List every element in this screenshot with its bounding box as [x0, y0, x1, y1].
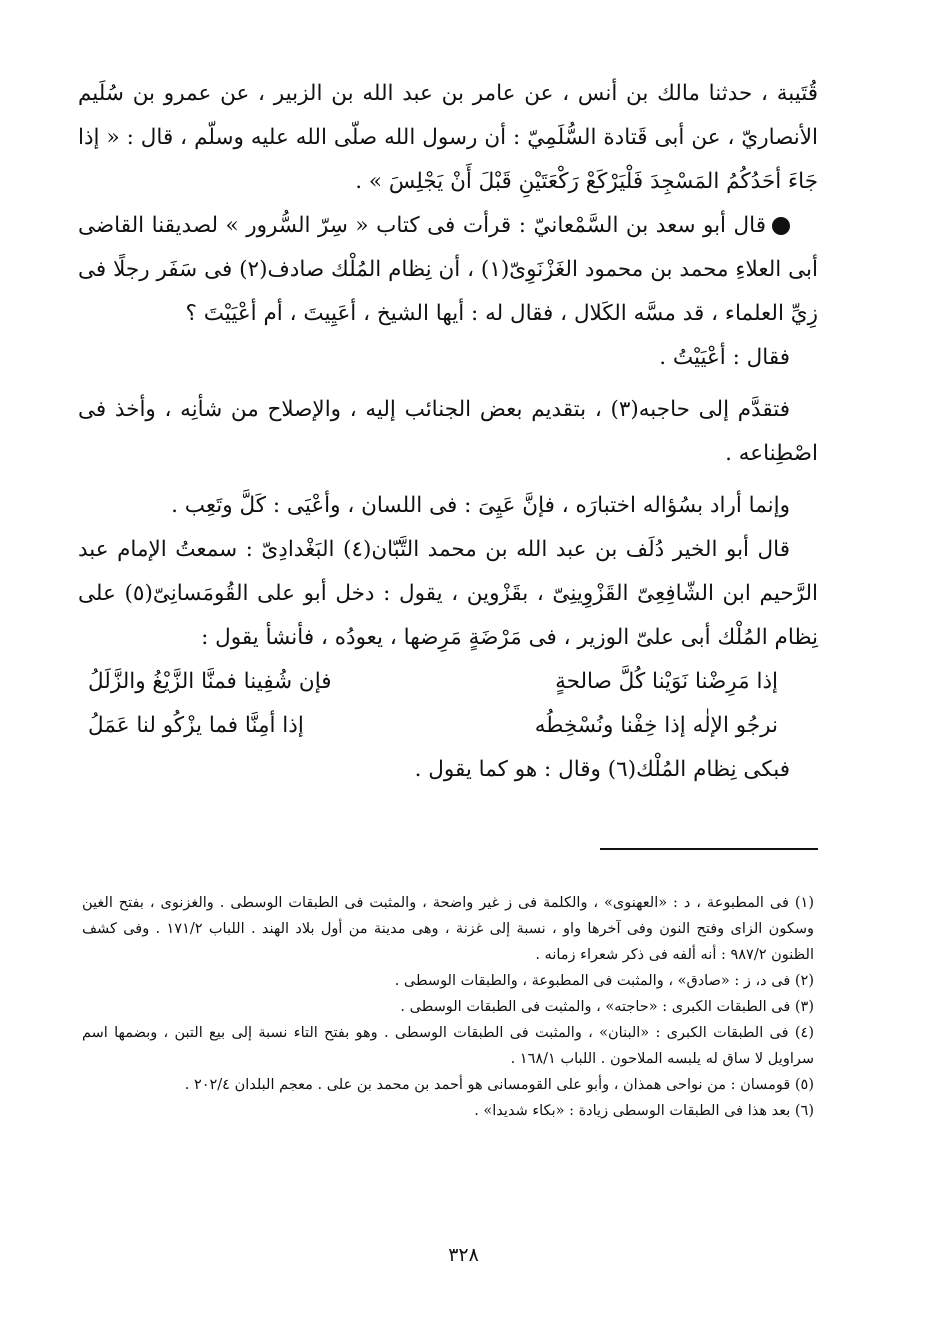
- footnote-1: (١) فى المطبوعة ، د : «العهنوى» ، والكلمة فى ز غير واضحة ، والمثبت فى الطبقات الوسطى . والغزنوى ، بفتح الغين وسكون الزاى وفتح النون وفى آخرها واو ، نسبة إلى غزنة ، وهى مدينة من أول بلاد الهند . اللباب ١٧١/٢ . وفى كشف الظنون ٩٨٧/٢ : أنه ألفه فى ذكر شعراء زمانه .: [82, 895, 814, 963]
- verse-1-hemistich-2: فإن شُفِينا فمنَّا الزَّيْغُ والزَّلَلُ: [88, 669, 332, 694]
- verse-1-hemistich-1: إذا مَرِضْنا نَوَيْنا كُلَّ صالحةٍ: [555, 669, 778, 694]
- footnote-3: (٣) فى الطبقات الكبرى : «حاجته» ، والمثبت فى الطبقات الوسطى .: [400, 999, 814, 1015]
- paragraph-samani-text: قال أبو سعد بن السَّمْعانيّ : قرأت فى كتاب « سِرّ السُّرور » لصديقنا القاضى أبى العلاءِ محمد بن محمود الغَزْنَوِىّ(١) ، أن نِظام المُلْك صادف(٢) فى سَفَر رجلًا فى زِيِّ العلماء ، قد مسَّه الكَلال ، فقال له : أيها الشيخ ، أعَيِيتَ ، أم أعْيَيْتَ ؟: [78, 213, 818, 326]
- page-number: ٣٢٨: [448, 1244, 479, 1266]
- paragraph-reply: فقال : أعْيَيْتُ .: [659, 345, 790, 370]
- paragraph-closing: فبكى نِظام المُلْك(٦) وقال : هو كما يقول .: [414, 757, 790, 782]
- verse-2-hemistich-1: نرجُو الإلٰه إذا خِفْنا ونُسْخِطُه: [534, 713, 778, 738]
- footnote-6: (٦) بعد هذا فى الطبقات الوسطى زيادة : «بكاء شديدا» .: [474, 1103, 814, 1119]
- verse-2-hemistich-2: إذا أمِنَّا فما يزْكُو لنا عَمَلُ: [88, 713, 304, 738]
- verse-line-2: [78, 704, 818, 748]
- footnotes: [82, 890, 814, 1124]
- paragraph-dulaf: قال أبو الخير دُلَف بن عبد الله بن محمد التَّبّان(٤) البَغْدادِىّ : سمعتُ الإمام عبد الرَّحيم ابن الشّافِعِىّ القَزْوِينِىّ ، بقَزْوين ، يقول : دخل أبو على القُومَسانِىّ(٥) على نِظام المُلْك أبى علىّ الوزير ، فى مَرْضَةٍ مَرِضها ، يعودُه ، فأنشأ يقول :: [78, 537, 818, 650]
- footnote-5: (٥) قومسان : من نواحى همذان ، وأبو على القومسانى هو أحمد بن محمد بن على . معجم البلدان ٢٠٢/٤ .: [184, 1077, 814, 1093]
- verse-line-1: [78, 660, 818, 704]
- paragraph-hajib: فتقدَّم إلى حاجبه(٣) ، بتقديم بعض الجنائب إليه ، والإصلاح من شأنِه ، وأخذ فى اصْطِناعه .: [78, 397, 818, 466]
- footnote-4: (٤) فى الطبقات الكبرى : «البنان» ، والمثبت فى الطبقات الوسطى . وهو بفتح التاء نسبة إلى بيع التبن ، وبضمها اسم سراويل لا ساق له يلبسه الملاحون . اللباب ١٦٨/١ .: [82, 1025, 814, 1067]
- main-text: [78, 72, 818, 792]
- paragraph-hadith: قُتَيبة ، حدثنا مالك بن أنس ، عن عامر بن عبد الله بن الزبير ، عن عمرو بن سُلَيم الأنصاريّ ، عن أبى قَتادة السُّلَمِيّ : أن رسول الله صلّى الله عليه وسلّم ، قال : « إذا جَاءَ أحَدُكُمُ المَسْجِدَ فَلْيَرْكَعْ رَكْعَتَيْنِ قَبْلَ أَنْ يَجْلِسَ » .: [78, 81, 818, 194]
- footnote-2: (٢) فى د، ز : «صادق» ، والمثبت فى المطبوعة ، والطبقات الوسطى .: [394, 973, 814, 989]
- paragraph-explanation: وإنما أراد بسُؤاله اختبارَه ، فإنَّ عَيِىَ : فى اللسان ، وأعْيَى : كَلَّ وتَعِب .: [171, 493, 790, 518]
- footnote-separator: [600, 848, 818, 850]
- paragraph-samani: [78, 204, 818, 336]
- bullet-icon: [772, 217, 790, 235]
